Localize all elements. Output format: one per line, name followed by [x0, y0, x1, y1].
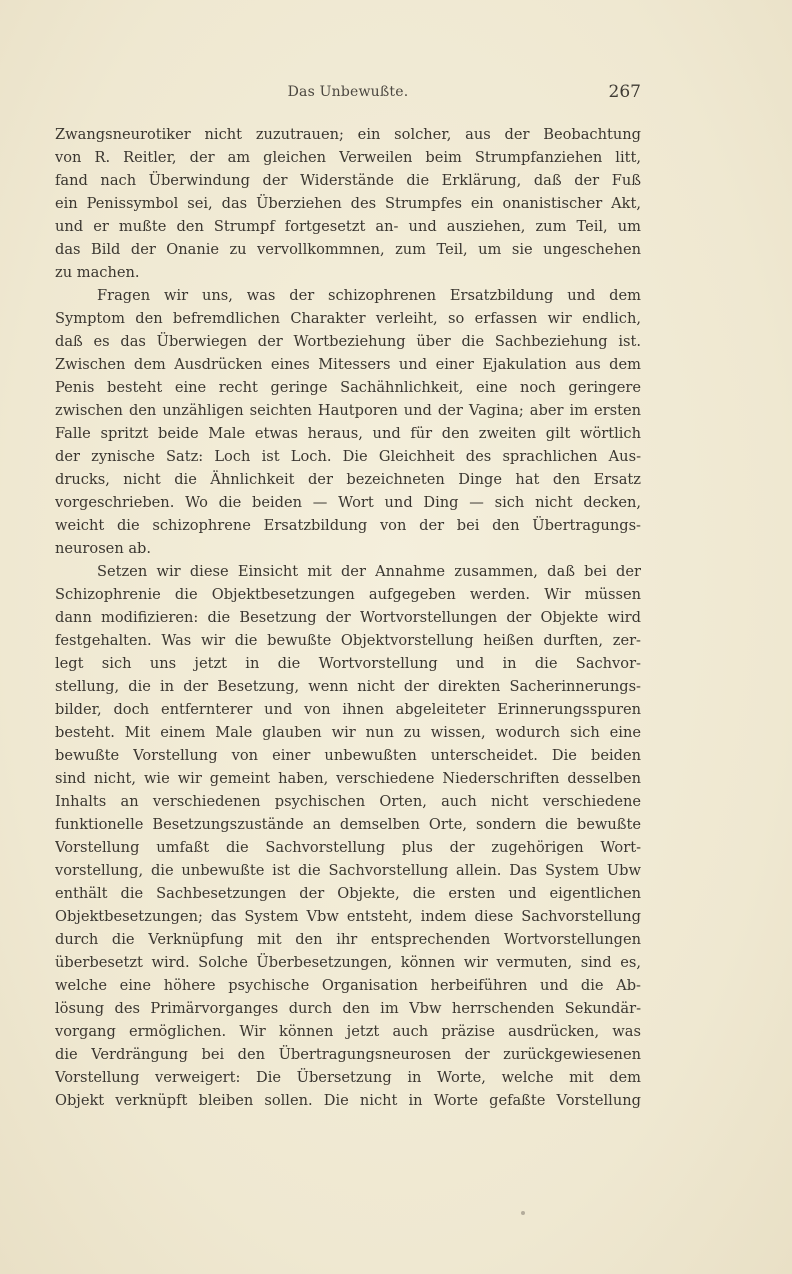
text-line: lösung des Primärvorganges durch den im Vbw herrschenden Sekundär- [55, 1000, 641, 1017]
text-line: Penis besteht eine recht geringe Sachähnlichkeit, eine noch geringere [55, 379, 641, 396]
running-head [55, 84, 641, 108]
text-line: Zwangsneurotiker nicht zuzutrauen; ein solcher, aus der Beobachtung [55, 126, 641, 143]
text-line: dann modifizieren: die Besetzung der Wortvorstellungen der Objekte wird [55, 609, 641, 626]
text-line: neurosen ab. [55, 540, 152, 557]
text-line: Vorstellung umfaßt die Sachvorstellung plus der zugehörigen Wort- [55, 839, 641, 856]
text-line: ein Penissymbol sei, das Überziehen des Strumpfes ein onanistischer Akt, [55, 195, 641, 212]
text-line: vorgeschrieben. Wo die beiden — Wort und Ding — sich nicht decken, [55, 494, 641, 511]
text-line: durch die Verknüpfung mit den ihr entsprechenden Wortvorstellungen [55, 931, 641, 948]
text-line: funktionelle Besetzungszustände an demselben Orte, sondern die bewußte [55, 816, 641, 833]
text-line: die Verdrängung bei den Übertragungsneurosen der zurückgewiesenen [55, 1046, 641, 1063]
text-line: Zwischen dem Ausdrücken eines Mitessers und einer Ejakulation aus dem [55, 356, 641, 373]
text-line: Objekt verknüpft bleiben sollen. Die nicht in Worte gefaßte Vorstellung [55, 1092, 641, 1109]
text-line: festgehalten. Was wir die bewußte Objektvorstellung heißen durften, zer- [55, 632, 641, 649]
text-line: Schizophrenie die Objektbesetzungen aufgegeben werden. Wir müssen [55, 586, 641, 603]
text-line: das Bild der Onanie zu vervollkommnen, zum Teil, um sie ungeschehen [55, 241, 641, 258]
text-line: überbesetzt wird. Solche Überbesetzungen, können wir vermuten, sind es, [55, 954, 641, 971]
text-line: Falle spritzt beide Male etwas heraus, und für den zweiten gilt wörtlich [55, 425, 641, 442]
text-line: Inhalts an verschiedenen psychischen Orten, auch nicht verschiedene [55, 793, 641, 810]
text-line: Objektbesetzungen; das System Vbw entsteht, indem diese Sachvorstellung [55, 908, 641, 925]
text-line: legt sich uns jetzt in die Wortvorstellung und in die Sachvor- [55, 655, 641, 672]
text-line: weicht die schizophrene Ersatzbildung von der bei den Übertragungs- [55, 517, 641, 534]
text-line: bilder, doch entfernterer und von ihnen abgeleiteter Erinnerungsspuren [55, 701, 641, 718]
text-line: von R. Reitler, der am gleichen Verweilen beim Strumpfanziehen litt, [55, 149, 641, 166]
text-line: enthält die Sachbesetzungen der Objekte, die ersten und eigentlichen [55, 885, 641, 902]
paper-spot [521, 1211, 525, 1215]
text-line: der zynische Satz: Loch ist Loch. Die Gleichheit des sprachlichen Aus- [55, 448, 641, 465]
text-line: bewußte Vorstellung von einer unbewußten unterscheidet. Die beiden [55, 747, 641, 764]
text-line: vorgang ermöglichen. Wir können jetzt auch präzise ausdrücken, was [55, 1023, 641, 1040]
page-number: 267 [608, 82, 641, 102]
text-line: sind nicht, wie wir gemeint haben, verschiedene Niederschriften desselben [55, 770, 641, 787]
text-line: Symptom den befremdlichen Charakter verleiht, so erfassen wir endlich, [55, 310, 641, 327]
running-title: Das Unbewußte. [287, 84, 409, 100]
body-text [55, 123, 641, 1112]
text-line: Vorstellung verweigert: Die Übersetzung in Worte, welche mit dem [55, 1069, 641, 1086]
text-line: und er mußte den Strumpf fortgesetzt an- und ausziehen, zum Teil, um [55, 218, 641, 235]
text-line: zwischen den unzähligen seichten Hautporen und der Vagina; aber im ersten [55, 402, 641, 419]
text-line: stellung, die in der Besetzung, wenn nicht der direkten Sacherinnerungs- [55, 678, 641, 695]
text-line: welche eine höhere psychische Organisation herbeiführen und die Ab- [55, 977, 641, 994]
text-line: vorstellung, die unbewußte ist die Sachvorstellung allein. Das System Ubw [55, 862, 641, 879]
text-line: fand nach Überwindung der Widerstände die Erklärung, daß der Fuß [55, 172, 641, 189]
paragraph-first-line: Fragen wir uns, was der schizophrenen Ersatzbildung und dem [97, 287, 641, 304]
paragraph-first-line: Setzen wir diese Einsicht mit der Annahme zusammen, daß bei der [97, 563, 641, 580]
text-line: drucks, nicht die Ähnlichkeit der bezeichneten Dinge hat den Ersatz [55, 471, 641, 488]
text-line: daß es das Überwiegen der Wortbeziehung über die Sachbeziehung ist. [55, 333, 641, 350]
text-line: zu machen. [55, 264, 140, 281]
text-line: besteht. Mit einem Male glauben wir nun zu wissen, wodurch sich eine [55, 724, 641, 741]
